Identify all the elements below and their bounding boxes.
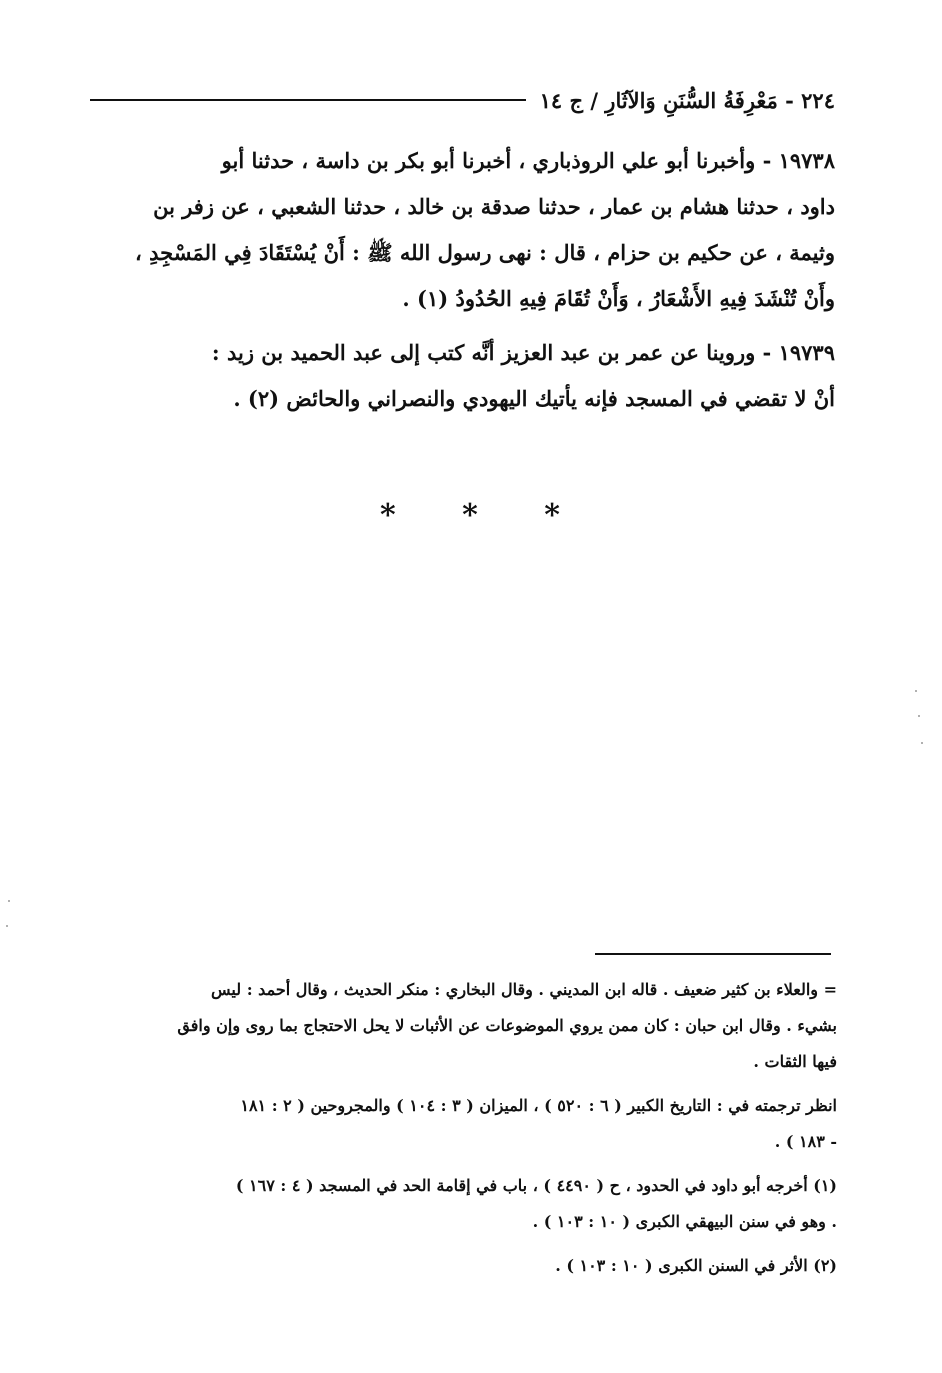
scan-speck: [918, 715, 920, 717]
hadith-19739: [80, 330, 835, 422]
scan-speck: [8, 900, 10, 902]
scan-speck: [915, 690, 917, 692]
text-line: أنْ لا تقضي في المسجد فإنه يأتيك اليهودي والنصراني والحائض (٢) .: [233, 386, 835, 411]
main-text: [80, 138, 835, 422]
footnote-rule: [595, 953, 831, 955]
star-glyph: *: [544, 498, 560, 533]
header-title: ٢٢٤ - مَعْرِفَةُ السُّنَنِ وَالآثَارِ / ج ١٤: [539, 87, 835, 113]
footnote-continuation: [92, 972, 837, 1080]
footnote-1: [92, 1168, 837, 1240]
text-line: داود ، حدثنا هشام بن عمار ، حدثنا صدقة بن خالد ، حدثنا الشعبي ، عن زفر بن: [153, 194, 835, 219]
footnote-biography-refs: [92, 1088, 837, 1160]
footnote-line: فيها الثقات .: [753, 1052, 837, 1071]
section-separator: [380, 498, 560, 533]
running-header: [90, 82, 835, 118]
scan-speck: [921, 742, 923, 744]
footnote-line: = والعلاء بن كثير ضعيف . قاله ابن المديني . وقال البخاري : منكر الحديث ، وقال أحمد : ليس: [211, 980, 837, 999]
text-line: وثيمة ، عن حكيم بن حزام ، قال : نهى رسول الله ﷺ : أَنْ يُسْتَقَادَ فِي المَسْجِدِ ،: [135, 240, 835, 265]
text-line: ١٩٧٣٩ - وروينا عن عمر بن عبد العزيز أنَّه كتب إلى عبد الحميد بن زيد :: [211, 340, 835, 365]
header-rule: [90, 99, 526, 101]
footnote-line: بشيء . وقال ابن حبان : كان ممن يروي الموضوعات عن الأثبات لا يحل الاحتجاج بما روى وإن وافق: [177, 1016, 837, 1035]
footnote-line: . وهو في سنن البيهقي الكبرى ( ١٠ : ١٠٣ ) .: [532, 1212, 837, 1231]
text-line: وأَنْ تُنْشَدَ فِيهِ الأَشْعَارُ ، وَأَنْ تُقَامَ فِيهِ الحُدُودُ (١) .: [402, 286, 835, 311]
footnotes: [92, 972, 837, 1292]
hadith-19738: [80, 138, 835, 322]
footnote-line: (١) أخرجه أبو داود في الحدود ، ح ( ٤٤٩٠ ) ، باب في إقامة الحد في المسجد ( ٤ : ١٦٧ ): [235, 1176, 837, 1195]
footnote-line: - ١٨٣ ) .: [774, 1132, 837, 1151]
text-line: ١٩٧٣٨ - وأخبرنا أبو علي الروذباري ، أخبرنا أبو بكر بن داسة ، حدثنا أبو: [221, 148, 835, 173]
footnote-line: (٢) الأثر في السنن الكبرى ( ١٠ : ١٠٣ ) .: [555, 1256, 837, 1275]
footnote-2: [92, 1248, 837, 1284]
star-glyph: *: [380, 498, 396, 533]
star-glyph: *: [462, 498, 478, 533]
scan-speck: [6, 925, 8, 927]
footnote-line: انظر ترجمته في : التاريخ الكبير ( ٦ : ٥٢٠ ) ، الميزان ( ٣ : ١٠٤ ) والمجروحين ( ٢ : ١٨١: [240, 1096, 837, 1115]
